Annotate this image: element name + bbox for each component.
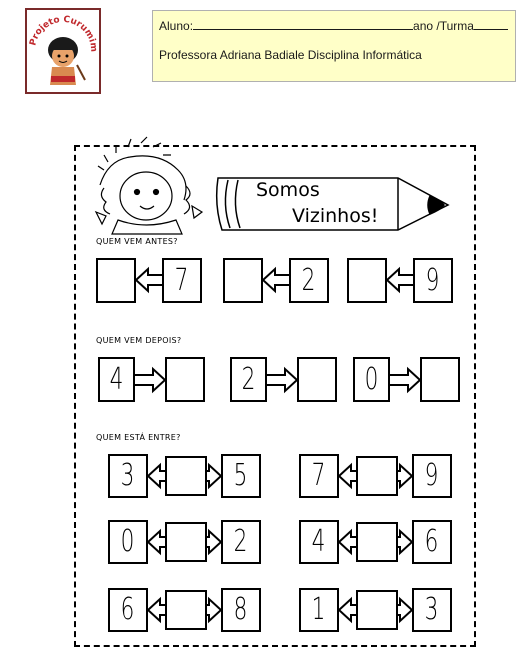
number-box bbox=[230, 357, 267, 402]
aluno-label: Aluno: bbox=[159, 19, 194, 33]
number-box bbox=[413, 258, 453, 303]
number-box-number: 1 bbox=[312, 592, 326, 627]
number-box bbox=[98, 357, 135, 402]
number-box bbox=[108, 520, 148, 564]
number-box-number: 7 bbox=[175, 262, 189, 298]
number-box-number: 5 bbox=[234, 458, 248, 493]
number-box-number: 0 bbox=[121, 524, 135, 559]
empty-answer-box[interactable] bbox=[223, 258, 263, 303]
number-box bbox=[299, 454, 339, 498]
empty-answer-box[interactable] bbox=[165, 590, 207, 630]
number-box-number: 6 bbox=[425, 524, 439, 559]
number-box-number: 9 bbox=[425, 458, 439, 493]
number-box-number: 4 bbox=[312, 524, 326, 559]
banner-line2: Vizinhos! bbox=[292, 205, 379, 227]
number-box-number: 8 bbox=[234, 592, 248, 627]
empty-answer-box[interactable] bbox=[165, 522, 207, 562]
number-box bbox=[108, 454, 148, 498]
ano-turma-label: ano /Turma bbox=[413, 19, 474, 33]
number-box-number: 3 bbox=[121, 458, 135, 493]
empty-answer-box[interactable] bbox=[356, 590, 398, 630]
empty-answer-box[interactable] bbox=[165, 357, 205, 402]
number-box bbox=[289, 258, 329, 303]
number-box-number: 4 bbox=[109, 361, 124, 397]
empty-answer-box[interactable] bbox=[297, 357, 337, 402]
number-box bbox=[162, 258, 202, 303]
number-box-number: 2 bbox=[234, 524, 248, 559]
empty-answer-box[interactable] bbox=[347, 258, 387, 303]
number-box bbox=[412, 520, 452, 564]
number-box-number: 0 bbox=[364, 361, 379, 397]
section-label-entre: QUEM ESTÁ ENTRE? bbox=[96, 433, 181, 442]
number-box bbox=[221, 454, 261, 498]
number-box-number: 9 bbox=[426, 262, 440, 298]
empty-answer-box[interactable] bbox=[96, 258, 136, 303]
number-box bbox=[412, 454, 452, 498]
number-box bbox=[299, 520, 339, 564]
number-box-number: 6 bbox=[121, 592, 135, 627]
number-box-number: 2 bbox=[241, 361, 256, 397]
number-box bbox=[221, 588, 261, 632]
section-label-antes: QUEM VEM ANTES? bbox=[96, 237, 178, 246]
number-box bbox=[353, 357, 390, 402]
number-box-number: 3 bbox=[425, 592, 439, 627]
empty-answer-box[interactable] bbox=[356, 456, 398, 496]
empty-answer-box[interactable] bbox=[420, 357, 460, 402]
number-box-number: 2 bbox=[302, 262, 316, 298]
svg-text:Projeto Curumim: Projeto Curumim bbox=[28, 14, 99, 53]
empty-answer-box[interactable] bbox=[165, 456, 207, 496]
number-box bbox=[299, 588, 339, 632]
number-box bbox=[412, 588, 452, 632]
section-label-depois: QUEM VEM DEPOIS? bbox=[96, 336, 182, 345]
number-box bbox=[221, 520, 261, 564]
professora-line: Professora Adriana Badiale Disciplina Informática bbox=[159, 48, 422, 62]
empty-answer-box[interactable] bbox=[356, 522, 398, 562]
banner-line1: Somos bbox=[256, 179, 320, 201]
number-box bbox=[108, 588, 148, 632]
number-box-number: 7 bbox=[312, 458, 326, 493]
